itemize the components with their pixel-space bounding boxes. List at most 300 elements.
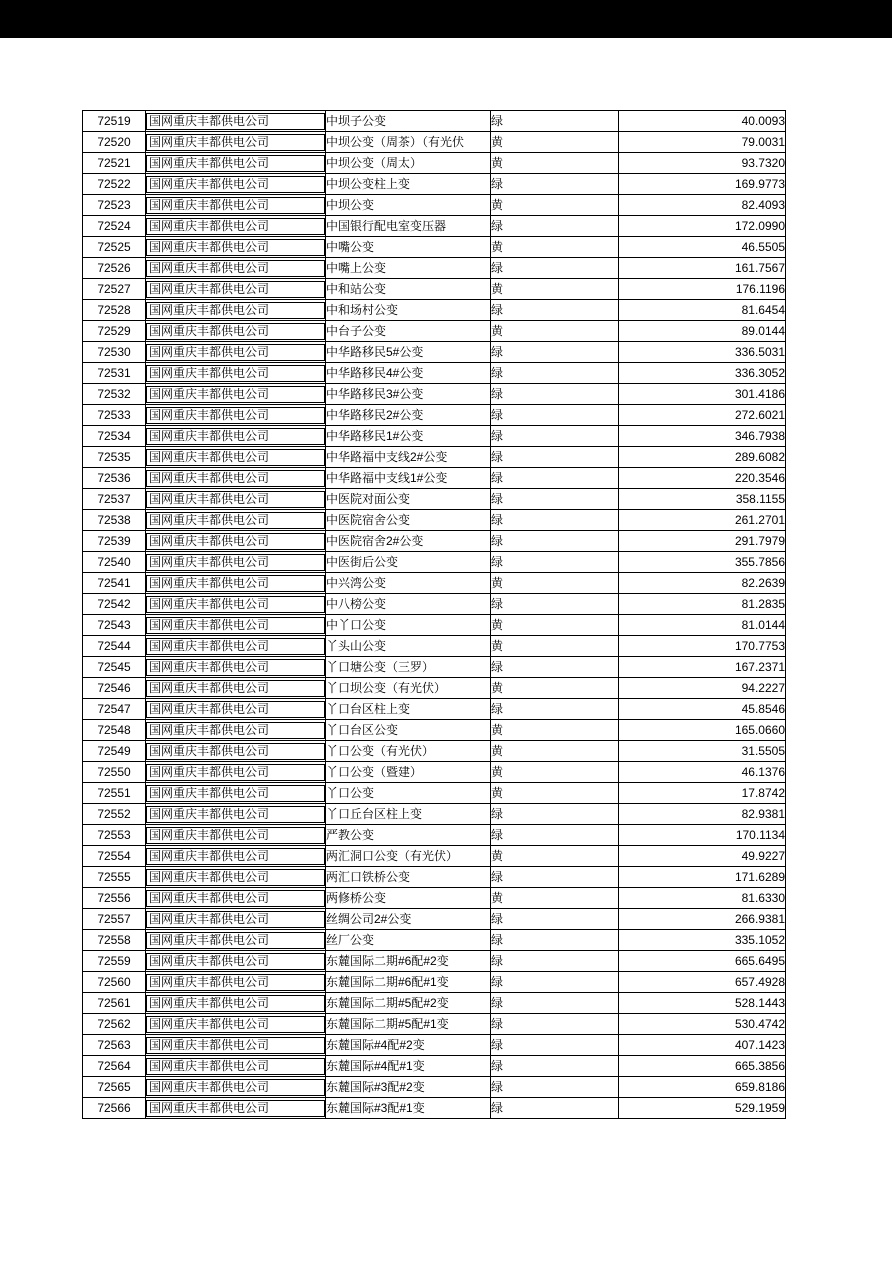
company-cell[interactable] xyxy=(146,132,326,153)
company-cell[interactable] xyxy=(146,951,326,972)
transformer-name-cell[interactable]: 丫口台区公变 xyxy=(326,720,491,741)
status-color-cell[interactable]: 黄 xyxy=(491,573,619,594)
company-text: 国网重庆丰都供电公司 xyxy=(146,491,325,508)
transformer-name-cell[interactable]: 中华路福中支线1#公变 xyxy=(326,468,491,489)
table-row xyxy=(83,111,786,132)
transformer-name-cell[interactable]: 中兴湾公变 xyxy=(326,573,491,594)
company-text: 国网重庆丰都供电公司 xyxy=(146,218,325,235)
value-cell[interactable]: 81.6330 xyxy=(619,888,786,909)
status-color-cell[interactable]: 绿 xyxy=(491,594,619,615)
company-cell[interactable] xyxy=(146,342,326,363)
transformer-name-cell[interactable]: 东麓国际二期#5配#2变 xyxy=(326,993,491,1014)
status-color-cell[interactable]: 黄 xyxy=(491,615,619,636)
transformer-name-cell[interactable]: 丫口台区柱上变 xyxy=(326,699,491,720)
transformer-name-cell[interactable]: 丫口公变（有光伏） xyxy=(326,741,491,762)
value-cell[interactable]: 657.4928 xyxy=(619,972,786,993)
transformer-name-cell[interactable]: 中华路移民3#公变 xyxy=(326,384,491,405)
transformer-name-cell[interactable]: 两汇口铁桥公变 xyxy=(326,867,491,888)
status-color-cell[interactable]: 绿 xyxy=(491,1098,619,1119)
value-cell[interactable]: 261.2701 xyxy=(619,510,786,531)
table-row xyxy=(83,1098,786,1119)
row-id-cell[interactable]: 72547 xyxy=(83,699,146,720)
value-cell[interactable]: 407.1423 xyxy=(619,1035,786,1056)
value-cell[interactable]: 336.5031 xyxy=(619,342,786,363)
company-cell[interactable] xyxy=(146,447,326,468)
company-cell[interactable] xyxy=(146,1077,326,1098)
row-id-cell[interactable]: 72562 xyxy=(83,1014,146,1035)
status-color-cell[interactable]: 绿 xyxy=(491,951,619,972)
transformer-name-cell[interactable]: 中华路福中支线2#公变 xyxy=(326,447,491,468)
row-id-cell[interactable]: 72556 xyxy=(83,888,146,909)
value-cell[interactable]: 46.1376 xyxy=(619,762,786,783)
status-color-cell[interactable]: 绿 xyxy=(491,489,619,510)
row-id-cell[interactable]: 72550 xyxy=(83,762,146,783)
transformer-name-cell[interactable]: 中医院对面公变 xyxy=(326,489,491,510)
table-row xyxy=(83,930,786,951)
row-id-cell[interactable]: 72544 xyxy=(83,636,146,657)
transformer-name-cell[interactable]: 中华路移民4#公变 xyxy=(326,363,491,384)
row-id-cell[interactable]: 72538 xyxy=(83,510,146,531)
company-text: 国网重庆丰都供电公司 xyxy=(146,323,325,340)
status-color-cell[interactable]: 黄 xyxy=(491,762,619,783)
value-cell[interactable]: 82.2639 xyxy=(619,573,786,594)
value-cell[interactable]: 301.4186 xyxy=(619,384,786,405)
company-cell[interactable] xyxy=(146,930,326,951)
company-cell[interactable] xyxy=(146,888,326,909)
company-cell[interactable] xyxy=(146,489,326,510)
value-cell[interactable]: 81.6454 xyxy=(619,300,786,321)
table-row xyxy=(83,321,786,342)
row-id-cell[interactable]: 72534 xyxy=(83,426,146,447)
status-color-cell[interactable]: 绿 xyxy=(491,825,619,846)
company-text: 国网重庆丰都供电公司 xyxy=(146,239,325,256)
row-id-cell[interactable]: 72519 xyxy=(83,111,146,132)
row-id-cell[interactable]: 72549 xyxy=(83,741,146,762)
status-color-cell[interactable]: 黄 xyxy=(491,888,619,909)
company-cell[interactable] xyxy=(146,300,326,321)
row-id-cell[interactable]: 72561 xyxy=(83,993,146,1014)
company-cell[interactable] xyxy=(146,1098,326,1119)
row-id-cell[interactable]: 72540 xyxy=(83,552,146,573)
status-color-cell[interactable]: 黄 xyxy=(491,321,619,342)
company-cell[interactable] xyxy=(146,783,326,804)
row-id-cell[interactable]: 72553 xyxy=(83,825,146,846)
row-id-cell[interactable]: 72548 xyxy=(83,720,146,741)
company-cell[interactable] xyxy=(146,153,326,174)
row-id-cell[interactable]: 72532 xyxy=(83,384,146,405)
status-color-cell[interactable]: 绿 xyxy=(491,1014,619,1035)
table-row xyxy=(83,678,786,699)
value-cell[interactable]: 528.1443 xyxy=(619,993,786,1014)
status-color-cell[interactable]: 绿 xyxy=(491,993,619,1014)
company-text: 国网重庆丰都供电公司 xyxy=(146,995,325,1012)
status-color-cell[interactable]: 绿 xyxy=(491,1035,619,1056)
row-id-cell[interactable]: 72533 xyxy=(83,405,146,426)
company-cell[interactable] xyxy=(146,1056,326,1077)
row-id-cell[interactable]: 72537 xyxy=(83,489,146,510)
transformer-name-cell[interactable]: 中华路移民5#公变 xyxy=(326,342,491,363)
value-cell[interactable]: 665.6495 xyxy=(619,951,786,972)
value-cell[interactable]: 272.6021 xyxy=(619,405,786,426)
company-cell[interactable] xyxy=(146,993,326,1014)
row-id-cell[interactable]: 72530 xyxy=(83,342,146,363)
transformer-name-cell[interactable]: 中华路移民1#公变 xyxy=(326,426,491,447)
value-cell[interactable]: 45.8546 xyxy=(619,699,786,720)
transformer-name-cell[interactable]: 中国银行配电室变压器 xyxy=(326,216,491,237)
company-cell[interactable] xyxy=(146,804,326,825)
row-id-cell[interactable]: 72543 xyxy=(83,615,146,636)
company-cell[interactable] xyxy=(146,741,326,762)
company-cell[interactable] xyxy=(146,468,326,489)
company-cell[interactable] xyxy=(146,825,326,846)
table-row xyxy=(83,237,786,258)
value-cell[interactable]: 40.0093 xyxy=(619,111,786,132)
transformer-name-cell[interactable]: 严教公变 xyxy=(326,825,491,846)
company-cell[interactable] xyxy=(146,510,326,531)
company-cell[interactable] xyxy=(146,699,326,720)
company-cell[interactable] xyxy=(146,762,326,783)
row-id-cell[interactable]: 72564 xyxy=(83,1056,146,1077)
value-cell[interactable]: 176.1196 xyxy=(619,279,786,300)
status-color-cell[interactable]: 绿 xyxy=(491,216,619,237)
value-cell[interactable]: 665.3856 xyxy=(619,1056,786,1077)
company-cell[interactable] xyxy=(146,657,326,678)
company-text: 国网重庆丰都供电公司 xyxy=(146,554,325,571)
transformer-name-cell[interactable]: 中医街后公变 xyxy=(326,552,491,573)
value-cell[interactable]: 266.9381 xyxy=(619,909,786,930)
status-color-cell[interactable]: 黄 xyxy=(491,195,619,216)
company-cell[interactable] xyxy=(146,405,326,426)
company-cell[interactable] xyxy=(146,594,326,615)
table-row xyxy=(83,153,786,174)
value-cell[interactable]: 170.7753 xyxy=(619,636,786,657)
table-row xyxy=(83,195,786,216)
value-cell[interactable]: 169.9773 xyxy=(619,174,786,195)
transformer-name-cell[interactable]: 丫口公变 xyxy=(326,783,491,804)
table-row xyxy=(83,783,786,804)
row-id-cell[interactable]: 72527 xyxy=(83,279,146,300)
company-text: 国网重庆丰都供电公司 xyxy=(146,134,325,151)
row-id-cell[interactable]: 72524 xyxy=(83,216,146,237)
transformer-name-cell[interactable]: 中坝公变（周茶）（有光伏 xyxy=(326,132,491,153)
company-text: 国网重庆丰都供电公司 xyxy=(146,974,325,991)
company-cell[interactable] xyxy=(146,111,326,132)
status-color-cell[interactable]: 黄 xyxy=(491,132,619,153)
company-text: 国网重庆丰都供电公司 xyxy=(146,764,325,781)
status-color-cell[interactable]: 绿 xyxy=(491,405,619,426)
company-text: 国网重庆丰都供电公司 xyxy=(146,638,325,655)
company-cell[interactable] xyxy=(146,363,326,384)
company-cell[interactable] xyxy=(146,720,326,741)
transformer-name-cell[interactable]: 东麓国际二期#5配#1变 xyxy=(326,1014,491,1035)
table-row xyxy=(83,615,786,636)
table-row xyxy=(83,909,786,930)
status-color-cell[interactable]: 绿 xyxy=(491,909,619,930)
company-text: 国网重庆丰都供电公司 xyxy=(146,827,325,844)
company-text: 国网重庆丰都供电公司 xyxy=(146,1037,325,1054)
row-id-cell[interactable]: 72542 xyxy=(83,594,146,615)
row-id-cell[interactable]: 72520 xyxy=(83,132,146,153)
row-id-cell[interactable]: 72565 xyxy=(83,1077,146,1098)
transformer-name-cell[interactable]: 东麓国际二期#6配#1变 xyxy=(326,972,491,993)
status-color-cell[interactable]: 绿 xyxy=(491,1056,619,1077)
company-text: 国网重庆丰都供电公司 xyxy=(146,407,325,424)
row-id-cell[interactable]: 72521 xyxy=(83,153,146,174)
company-text: 国网重庆丰都供电公司 xyxy=(146,176,325,193)
status-color-cell[interactable]: 绿 xyxy=(491,363,619,384)
table-row xyxy=(83,384,786,405)
table-row xyxy=(83,888,786,909)
company-text: 国网重庆丰都供电公司 xyxy=(146,1058,325,1075)
company-text: 国网重庆丰都供电公司 xyxy=(146,449,325,466)
status-color-cell[interactable]: 绿 xyxy=(491,699,619,720)
transformer-name-cell[interactable]: 中坝公变（周太） xyxy=(326,153,491,174)
table-row xyxy=(83,258,786,279)
row-id-cell[interactable]: 72541 xyxy=(83,573,146,594)
transformer-name-cell[interactable]: 东麓国际#3配#1变 xyxy=(326,1098,491,1119)
company-cell[interactable] xyxy=(146,678,326,699)
table-row xyxy=(83,132,786,153)
value-cell[interactable]: 82.9381 xyxy=(619,804,786,825)
row-id-cell[interactable]: 72558 xyxy=(83,930,146,951)
status-color-cell[interactable]: 绿 xyxy=(491,930,619,951)
transformer-name-cell[interactable]: 中坝公变柱上变 xyxy=(326,174,491,195)
company-text: 国网重庆丰都供电公司 xyxy=(146,428,325,445)
status-color-cell[interactable]: 绿 xyxy=(491,657,619,678)
transformer-name-cell[interactable]: 东麓国际二期#6配#2变 xyxy=(326,951,491,972)
row-id-cell[interactable]: 72566 xyxy=(83,1098,146,1119)
value-cell[interactable]: 659.8186 xyxy=(619,1077,786,1098)
company-cell[interactable] xyxy=(146,384,326,405)
table-row xyxy=(83,636,786,657)
row-id-cell[interactable]: 72523 xyxy=(83,195,146,216)
value-cell[interactable]: 291.7979 xyxy=(619,531,786,552)
value-cell[interactable]: 335.1052 xyxy=(619,930,786,951)
status-color-cell[interactable]: 黄 xyxy=(491,153,619,174)
transformer-name-cell[interactable]: 中和站公变 xyxy=(326,279,491,300)
row-id-cell[interactable]: 72531 xyxy=(83,363,146,384)
row-id-cell[interactable]: 72557 xyxy=(83,909,146,930)
company-text: 国网重庆丰都供电公司 xyxy=(146,617,325,634)
row-id-cell[interactable]: 72528 xyxy=(83,300,146,321)
status-color-cell[interactable]: 黄 xyxy=(491,741,619,762)
value-cell[interactable]: 289.6082 xyxy=(619,447,786,468)
row-id-cell[interactable]: 72535 xyxy=(83,447,146,468)
transformer-name-cell[interactable]: 中和场村公变 xyxy=(326,300,491,321)
row-id-cell[interactable]: 72529 xyxy=(83,321,146,342)
company-text: 国网重庆丰都供电公司 xyxy=(146,785,325,802)
row-id-cell[interactable]: 72522 xyxy=(83,174,146,195)
company-cell[interactable] xyxy=(146,636,326,657)
row-id-cell[interactable]: 72526 xyxy=(83,258,146,279)
table-row xyxy=(83,468,786,489)
status-color-cell[interactable]: 绿 xyxy=(491,426,619,447)
company-text: 国网重庆丰都供电公司 xyxy=(146,260,325,277)
transformer-name-cell[interactable]: 中台子公变 xyxy=(326,321,491,342)
company-text: 国网重庆丰都供电公司 xyxy=(146,302,325,319)
row-id-cell[interactable]: 72559 xyxy=(83,951,146,972)
transformer-name-cell[interactable]: 丫口坝公变（有光伏） xyxy=(326,678,491,699)
transformer-name-cell[interactable]: 中嘴公变 xyxy=(326,237,491,258)
company-text: 国网重庆丰都供电公司 xyxy=(146,806,325,823)
value-cell[interactable]: 172.0990 xyxy=(619,216,786,237)
row-id-cell[interactable]: 72554 xyxy=(83,846,146,867)
value-cell[interactable]: 81.0144 xyxy=(619,615,786,636)
company-text: 国网重庆丰都供电公司 xyxy=(146,722,325,739)
value-cell[interactable]: 355.7856 xyxy=(619,552,786,573)
table-row xyxy=(83,1077,786,1098)
table-row xyxy=(83,825,786,846)
company-cell[interactable] xyxy=(146,321,326,342)
value-cell[interactable]: 31.5505 xyxy=(619,741,786,762)
status-color-cell[interactable]: 绿 xyxy=(491,342,619,363)
value-cell[interactable]: 170.1134 xyxy=(619,825,786,846)
status-color-cell[interactable]: 绿 xyxy=(491,552,619,573)
status-color-cell[interactable]: 绿 xyxy=(491,174,619,195)
company-cell[interactable] xyxy=(146,909,326,930)
status-color-cell[interactable]: 黄 xyxy=(491,279,619,300)
status-color-cell[interactable]: 绿 xyxy=(491,258,619,279)
company-cell[interactable] xyxy=(146,258,326,279)
status-color-cell[interactable]: 绿 xyxy=(491,300,619,321)
table-row xyxy=(83,552,786,573)
value-cell[interactable]: 89.0144 xyxy=(619,321,786,342)
transformer-name-cell[interactable]: 两汇洞口公变（有光伏） xyxy=(326,846,491,867)
status-color-cell[interactable]: 绿 xyxy=(491,384,619,405)
value-cell[interactable]: 358.1155 xyxy=(619,489,786,510)
company-cell[interactable] xyxy=(146,1014,326,1035)
status-color-cell[interactable]: 绿 xyxy=(491,510,619,531)
value-cell[interactable]: 346.7938 xyxy=(619,426,786,447)
status-color-cell[interactable]: 黄 xyxy=(491,846,619,867)
row-id-cell[interactable]: 72552 xyxy=(83,804,146,825)
transformer-name-cell[interactable]: 中嘴上公变 xyxy=(326,258,491,279)
table-row xyxy=(83,510,786,531)
transformer-name-cell[interactable]: 中医院宿舍公变 xyxy=(326,510,491,531)
value-cell[interactable]: 529.1959 xyxy=(619,1098,786,1119)
row-id-cell[interactable]: 72545 xyxy=(83,657,146,678)
company-text: 国网重庆丰都供电公司 xyxy=(146,344,325,361)
status-color-cell[interactable]: 黄 xyxy=(491,783,619,804)
table-row xyxy=(83,489,786,510)
transformer-name-cell[interactable]: 中坝公变 xyxy=(326,195,491,216)
status-color-cell[interactable]: 黄 xyxy=(491,237,619,258)
transformer-name-cell[interactable]: 东麓国际#3配#2变 xyxy=(326,1077,491,1098)
company-cell[interactable] xyxy=(146,216,326,237)
transformer-name-cell[interactable]: 东麓国际#4配#2变 xyxy=(326,1035,491,1056)
transformer-name-cell[interactable]: 丫头山公变 xyxy=(326,636,491,657)
company-text: 国网重庆丰都供电公司 xyxy=(146,680,325,697)
status-color-cell[interactable]: 绿 xyxy=(491,447,619,468)
table-row xyxy=(83,300,786,321)
value-cell[interactable]: 94.2227 xyxy=(619,678,786,699)
row-id-cell[interactable]: 72539 xyxy=(83,531,146,552)
company-cell[interactable] xyxy=(146,531,326,552)
transformer-name-cell[interactable]: 丝绸公司2#公变 xyxy=(326,909,491,930)
company-cell[interactable] xyxy=(146,174,326,195)
company-cell[interactable] xyxy=(146,867,326,888)
company-cell[interactable] xyxy=(146,279,326,300)
company-cell[interactable] xyxy=(146,552,326,573)
value-cell[interactable]: 161.7567 xyxy=(619,258,786,279)
value-cell[interactable]: 79.0031 xyxy=(619,132,786,153)
value-cell[interactable]: 81.2835 xyxy=(619,594,786,615)
transformer-name-cell[interactable]: 中坝子公变 xyxy=(326,111,491,132)
transformer-name-cell[interactable]: 中丫口公变 xyxy=(326,615,491,636)
row-id-cell[interactable]: 72546 xyxy=(83,678,146,699)
status-color-cell[interactable]: 黄 xyxy=(491,678,619,699)
value-cell[interactable]: 93.7320 xyxy=(619,153,786,174)
status-color-cell[interactable]: 绿 xyxy=(491,468,619,489)
row-id-cell[interactable]: 72525 xyxy=(83,237,146,258)
transformer-name-cell[interactable]: 东麓国际#4配#1变 xyxy=(326,1056,491,1077)
company-cell[interactable] xyxy=(146,1035,326,1056)
value-cell[interactable]: 220.3546 xyxy=(619,468,786,489)
transformer-name-cell[interactable]: 丫口塘公变（三罗） xyxy=(326,657,491,678)
status-color-cell[interactable]: 绿 xyxy=(491,1077,619,1098)
value-cell[interactable]: 17.8742 xyxy=(619,783,786,804)
value-cell[interactable]: 530.4742 xyxy=(619,1014,786,1035)
company-cell[interactable] xyxy=(146,237,326,258)
table-row xyxy=(83,342,786,363)
value-cell[interactable]: 49.9227 xyxy=(619,846,786,867)
status-color-cell[interactable]: 绿 xyxy=(491,972,619,993)
company-text: 国网重庆丰都供电公司 xyxy=(146,890,325,907)
value-cell[interactable]: 167.2371 xyxy=(619,657,786,678)
value-cell[interactable]: 336.3052 xyxy=(619,363,786,384)
value-cell[interactable]: 165.0660 xyxy=(619,720,786,741)
company-cell[interactable] xyxy=(146,846,326,867)
table-row xyxy=(83,1014,786,1035)
row-id-cell[interactable]: 72560 xyxy=(83,972,146,993)
transformer-name-cell[interactable]: 丫口丘台区柱上变 xyxy=(326,804,491,825)
status-color-cell[interactable]: 绿 xyxy=(491,111,619,132)
value-cell[interactable]: 46.5505 xyxy=(619,237,786,258)
status-color-cell[interactable]: 绿 xyxy=(491,804,619,825)
transformer-name-cell[interactable]: 中八榜公变 xyxy=(326,594,491,615)
table-row xyxy=(83,531,786,552)
company-cell[interactable] xyxy=(146,195,326,216)
table-row xyxy=(83,657,786,678)
row-id-cell[interactable]: 72555 xyxy=(83,867,146,888)
company-cell[interactable] xyxy=(146,615,326,636)
transformer-name-cell[interactable]: 中医院宿舍2#公变 xyxy=(326,531,491,552)
transformer-name-cell[interactable]: 丫口公变（暨建） xyxy=(326,762,491,783)
company-cell[interactable] xyxy=(146,573,326,594)
transformer-name-cell[interactable]: 中华路移民2#公变 xyxy=(326,405,491,426)
value-cell[interactable]: 82.4093 xyxy=(619,195,786,216)
status-color-cell[interactable]: 绿 xyxy=(491,867,619,888)
company-cell[interactable] xyxy=(146,972,326,993)
row-id-cell[interactable]: 72536 xyxy=(83,468,146,489)
table-row xyxy=(83,804,786,825)
company-text: 国网重庆丰都供电公司 xyxy=(146,533,325,550)
value-cell[interactable]: 171.6289 xyxy=(619,867,786,888)
table-row xyxy=(83,993,786,1014)
company-text: 国网重庆丰都供电公司 xyxy=(146,701,325,718)
transformer-name-cell[interactable]: 两修桥公变 xyxy=(326,888,491,909)
status-color-cell[interactable]: 黄 xyxy=(491,636,619,657)
table-body xyxy=(83,111,786,1119)
row-id-cell[interactable]: 72563 xyxy=(83,1035,146,1056)
table-row xyxy=(83,216,786,237)
transformer-name-cell[interactable]: 丝厂公变 xyxy=(326,930,491,951)
company-text: 国网重庆丰都供电公司 xyxy=(146,113,325,130)
status-color-cell[interactable]: 黄 xyxy=(491,720,619,741)
company-cell[interactable] xyxy=(146,426,326,447)
row-id-cell[interactable]: 72551 xyxy=(83,783,146,804)
status-color-cell[interactable]: 绿 xyxy=(491,531,619,552)
